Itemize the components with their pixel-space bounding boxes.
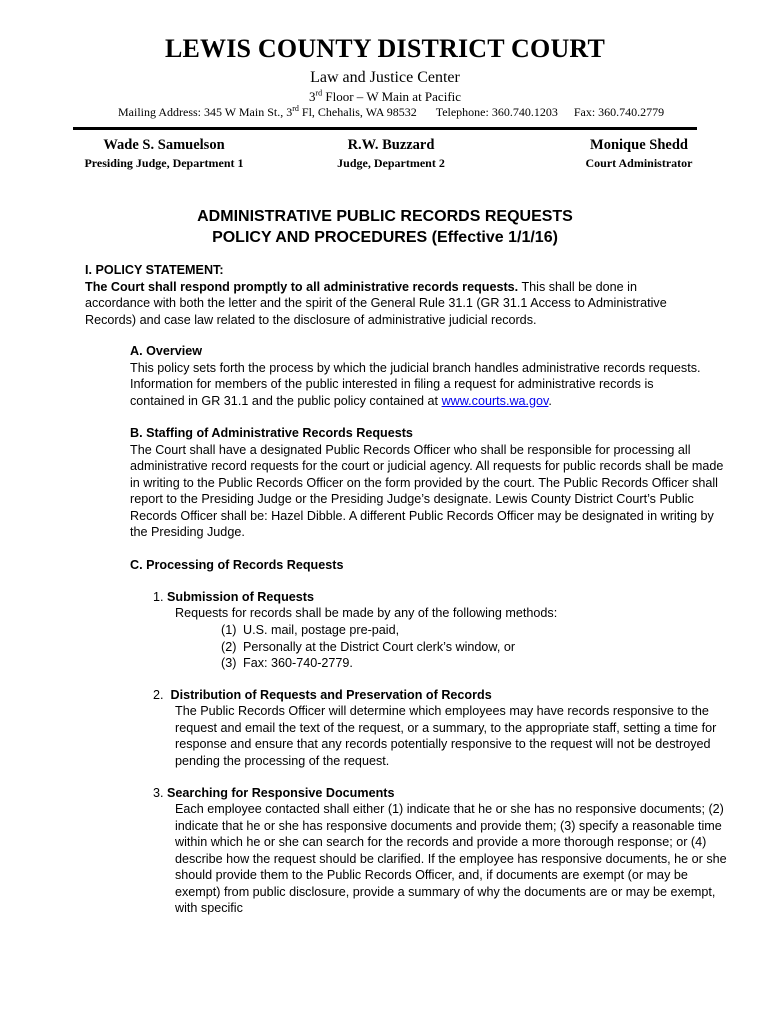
section-body: The Court shall respond promptly to all administrative records requests. This shall be done in accordance with both the letter and the spirit of the General Rule 31.1 (GR 31.1 Access to Administrative Records) and case law related to the disclosure of administrative judicial records. [85,279,667,327]
judge-title: Judge, Department 2 [337,156,445,170]
section-body: The Court shall have a designated Public Records Officer who shall be responsible for processing all administrative record requests for the court or judicial agency. All requests for public records shall be made in writing to the Public Records Officer on the form provided by the court. The Public Records Officer shall report to the Presiding Judge or the Presiding Judge’s designate. Lewis County District Court’s Public Records Officer shall be: Hazel Dibble. A different Public Records Officer may be designated in writing by the Presiding Judge. [130,442,724,539]
section-heading: A. Overview [130,344,203,358]
staffing-section [130,425,725,541]
fax: Fax: 360.740.2779 [573,105,665,119]
overview-section [130,343,708,409]
judge-title: Presiding Judge, Department 1 [84,156,244,170]
court-title: LEWIS COUNTY DISTRICT COURT [164,34,606,63]
judge-block-samuelson [80,137,248,171]
administrator-name: Monique Shedd [590,137,688,153]
section-heading: B. Staffing of Administrative Records Requests [130,426,413,440]
judge-block-buzzard [330,137,452,171]
distribution-heading: 2. Distribution of Requests and Preservation of Records [153,688,492,702]
mailing-address: Mailing Address: 345 W Main St., 3rd Fl, Chehalis, WA 98532 Telephone: 360.740.1203 Fax: 360.740.2779 [118,104,665,119]
list-item: (1) U.S. mail, postage pre-paid, [221,623,400,637]
judge-name: R.W. Buzzard [347,137,435,153]
administrator-block-shedd [580,137,698,171]
center-name: Law and Justice Center [310,69,460,86]
submission-text: Requests for records shall be made by any of the following methods: [175,606,558,620]
distribution-text: The Public Records Officer will determine which employees may have records responsive to the request and email the text of the request, or a summary, to the appropriate staff, setting a time for response and ensure that any records potentially responsive to the request will not be destroyed pending the processing of the request. [175,704,717,768]
header-divider [73,127,697,130]
submission-methods [221,622,701,672]
courts-website-link[interactable]: www.courts.wa.gov [441,393,549,408]
list-item: (3) Fax: 360-740-2779. [221,656,353,670]
searching-text: Each employee contacted shall either (1) indicate that he or she has no responsive documents; (2) indicate that he or she has responsive documents and provide them; (3) specify a reasonable time within which he or she can search for the records and provide a more thorough response; or (4) describe how the request should be clarified. If the employee has responsive documents, he or she should provide them to the Public Records Officer, and, if documents are exempt (or may be exempt) from public disclosure, provide a summary of why the documents are or may be exempt, with specific [175,802,727,915]
telephone: Telephone: 360.740.1203 [435,105,558,119]
section-heading: I. POLICY STATEMENT: [85,263,224,277]
list-item: (2) Personally at the District Court clerk’s window, or [221,639,516,654]
submission-heading: 1. Submission of Requests [153,590,314,604]
section-heading: C. Processing of Records Requests [130,558,344,572]
searching-heading: 3. Searching for Responsive Documents [153,786,395,800]
document-title: ADMINISTRATIVE PUBLIC RECORDS REQUESTS POLICY AND PROCEDURES (Effective 1/1/16) [197,208,573,246]
policy-statement [85,262,697,328]
administrator-title: Court Administrator [585,156,693,170]
floor-line: 3rd Floor – W Main at Pacific [308,88,462,104]
judge-name: Wade S. Samuelson [103,137,225,153]
section-body: This policy sets forth the process by which the judicial branch handles administrative records requests. Information for members of the public interested in filing a request for administrative records is contained in GR 31.1 and the public policy contained at www.courts.wa.gov. [130,360,701,408]
